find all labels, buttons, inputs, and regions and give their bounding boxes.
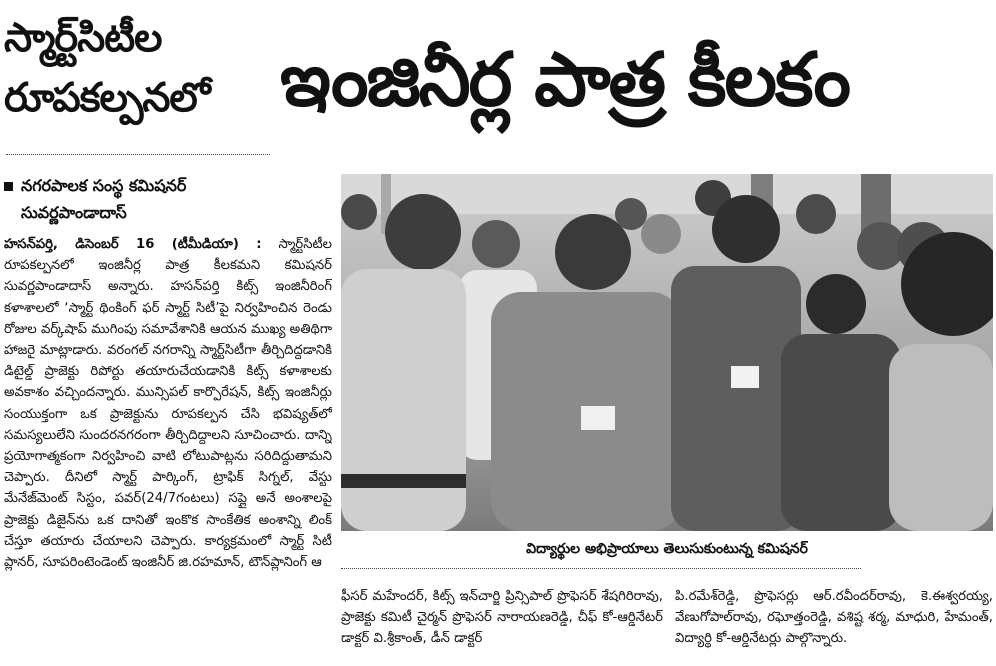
caption-divider [341,568,861,569]
kicker-divider [6,154,270,155]
photo-caption: విద్యార్థుల అభిప్రాయాలు తెలుసుకుంటున్న కమిషనర్ [526,541,808,557]
photo-illustration [341,174,993,531]
main-headline: ఇంజినీర్ల పాత్ర కీలకం [280,37,850,123]
kicker-line-2: రూపకల్పనలో [4,75,210,121]
bullet-square-icon [4,182,13,191]
kicker-headline [4,8,276,128]
byline [4,172,324,226]
story-column-3: పి.రమేశ్‌రెడ్డి, ప్రొఫెసర్లు ఆర్.రవీందర్‌రావు, కె.ఈశ్వరయ్య, వేణుగోపాల్‌రావు, రఘోత్తంరెడ్డి, వశిష్ట శర్మ, మాధురి, హేమంత్, విద్యార్థి కో-ఆర్డినేటర్లు పాల్గొన్నారు. [675,589,993,647]
byline-line-2: సువర్ణపాండాదాస్ [21,203,127,222]
story-column-2: ఫీసర్ మహేందర్, కిట్స్ ఇన్‌చార్జి ప్రిన్సిపాల్ ప్రొఫెసర్ శేషగిరిరావు, ప్రాజెక్టు కమిటీ చైర్మన్ ప్రొఫెసర్ నారాయణరెడ్డి, చీఫ్ కో-ఆర్డినేటర్ డాక్టర్ వి.శ్రీకాంత్, డీన్ డాక్టర్ [341,589,663,647]
story-dateline: హసన్‌పర్తి, డిసెంబర్ 16 (టీమీడియా) : [4,237,262,252]
story-column-1 [4,234,332,666]
byline-line-1: నగరపాలక సంస్థ కమిషనర్ [21,176,187,195]
news-photo [341,174,993,531]
kicker-line-1: స్మార్ట్‌సిటీల [4,15,162,61]
story-column-1-text: స్మార్ట్‌సిటీల రూపకల్పనలో ఇంజినీర్ల పాత్ర కీలకమని కమిషనర్ సువర్ణపాండాదాస్ అన్నారు. హసన్‌పర్తి కిట్స్ ఇంజినీరింగ్ కళాశాలలో ‘స్మార్ట్ థింకింగ్ ఫర్ స్మార్ట్ సిటీ’పై నిర్వహించిన రెండు రోజుల వర్క్‌షాప్ ముగింపు సమావేశానికి ఆయన ముఖ్య అతిథిగా హాజరై మాట్లాడారు. వరంగల్ నగరాన్ని స్మార్ట్‌సిటీగా తీర్చిదిద్దడానికి డిటైల్డ్ ప్రాజెక్టు రిపోర్టు తయారుచేయడానికి కిట్స్ కళాశాలకు అవకాశం వచ్చిందన్నారు. మున్సిపల్ కార్పొరేషన్, కిట్స్ ఇంజినీర్లు సంయుక్తంగా ఒక ప్రాజెక్టును రూపకల్పన చేసి భవిష్యత్‌లో సమస్యలులేని సుందరనగరంగా తీర్చిదిద్దాలని సూచించారు. దాన్ని ప్రయోగాత్మకంగా నిర్వహించి వాటి లోటుపాట్లను సరిదిద్దుతామని చెప్పారు. దీనిలో స్మార్ట్ పార్కింగ్, ట్రాఫిక్ సిగ్నల్, వేస్టు మేనేజ్‌మెంట్ సిస్టం, పవర్(24/7గంటలు) సప్లై అనే అంశాలపై ప్రాజెక్టు డిజైన్‌ను ఒక దానితో ఇంకొక సాంకేతిక అంశాన్ని లింక్ చేస్తూ తయారు చేయాలని చెప్పారు. కార్యక్రమంలో స్మార్ట్ సిటీ ప్లానర్, సూపరింటెండెంట్ ఇంజినీర్ జి.రహమాన్, టౌన్‌ప్లానింగ్ ఆ [4,237,332,571]
